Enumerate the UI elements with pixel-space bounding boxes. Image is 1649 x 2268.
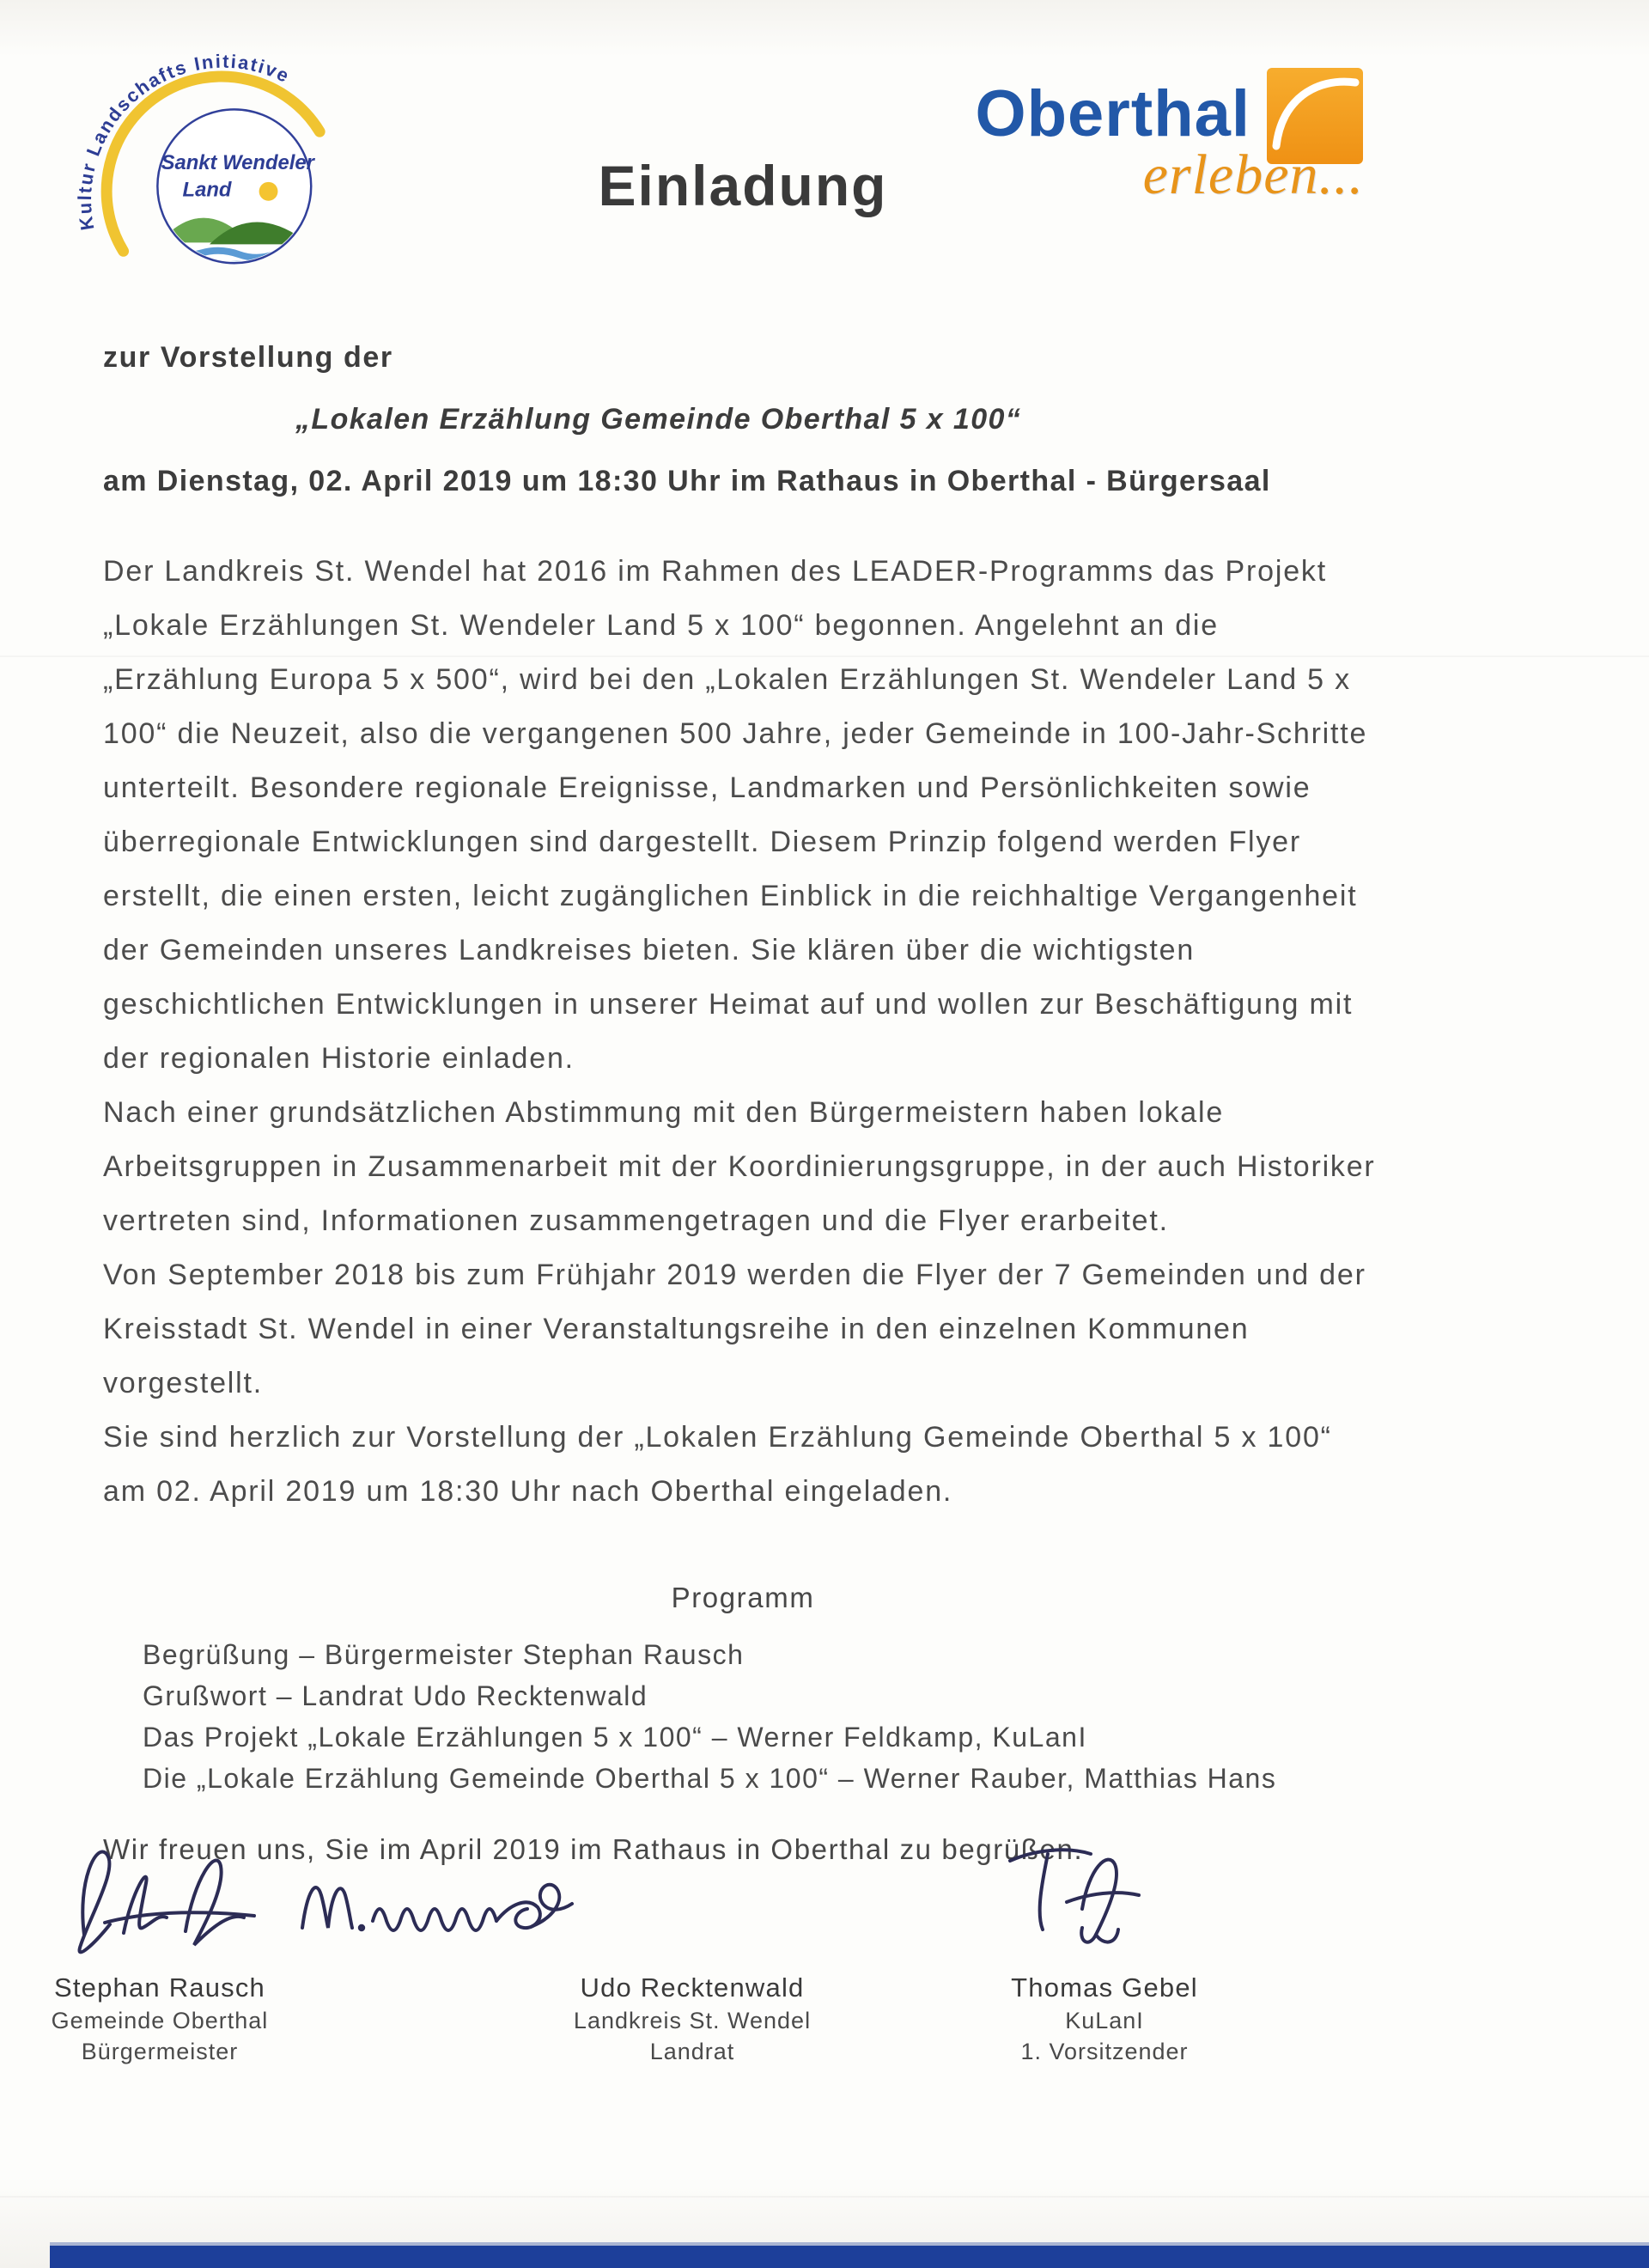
signature-name: Stephan Rausch	[53, 1972, 265, 2003]
program-item: Das Projekt „Lokale Erzählungen 5 x 100“ – Werner Feldkamp, KuLanI	[143, 1722, 1087, 1753]
body-paragraph: Von September 2018 bis zum Frühjahr 2019 werden die Flyer der 7 Gemeinden und der Kreisstadt St. Wendel in einer Veranstaltungsreihe in den einzelnen Kommunen vorgestellt.	[103, 1259, 1366, 1399]
scan-edge-strip	[50, 2246, 1649, 2268]
body-text	[103, 545, 1383, 1519]
fold-line	[0, 2196, 1649, 2198]
document-title: Einladung	[598, 154, 888, 217]
signature-role: Landrat	[649, 2039, 735, 2064]
signature-scrawl-icon	[55, 1832, 270, 1969]
program-list	[143, 1634, 1383, 1799]
signature-scrawl-icon	[289, 1852, 581, 1955]
signature-role: 1. Vorsitzender	[1020, 2039, 1189, 2064]
closing-line: Wir freuen uns, Sie im April 2019 im Rathaus in Oberthal zu begrüßen.	[103, 1833, 1084, 1865]
signature-block	[958, 1971, 1250, 2067]
program-item: Grußwort – Landrat Udo Recktenwald	[143, 1680, 648, 1711]
oberthal-logo-name: Oberthal	[975, 77, 1250, 150]
signature-name: Udo Recktenwald	[580, 1972, 805, 2003]
program-heading: Programm	[671, 1582, 815, 1613]
oberthal-logo-tagline: erleben...	[1142, 143, 1364, 206]
subject-line: „Lokalen Erzählung Gemeinde Oberthal 5 x 100“	[295, 403, 1022, 436]
body-paragraph: Der Landkreis St. Wendel hat 2016 im Rahmen des LEADER-Programms das Projekt „Lokale Erzählungen St. Wendeler Land 5 x 100“ begonnen. Angelehnt an die „Erzählung Europa 5 x 500“, wird bei den „Lokalen Erzählungen St. Wendeler Land 5 x 100“ die Neuzeit, also die vergangenen 500 Jahre, jeder Gemeinde in 100-Jahr-Schritte unterteilt. Besondere regionale Ereignisse, Landmarken und Persönlichkeiten sowie überregionale Entwicklungen sind dargestellt. Diesem Prinzip folgend werden Flyer erstellt, die einen ersten, leicht zugänglichen Einblick in die reichhaltige Vergangenheit der Gemeinden unseres Landkreises bieten. Sie klären über die wichtigsten geschichtlichen Entwicklungen in unserer Heimat auf und wollen zur Beschäftigung mit der regionalen Historie einladen.	[103, 555, 1368, 1075]
signature-block	[14, 1971, 306, 2067]
signature-scrawl-icon	[986, 1826, 1166, 1964]
program-item: Begrüßung – Bürgermeister Stephan Rausch	[143, 1639, 745, 1670]
program-item: Die „Lokale Erzählung Gemeinde Oberthal 5 x 100“ – Werner Rauber, Matthias Hans	[143, 1763, 1277, 1794]
signature-block	[546, 1971, 838, 2067]
body-paragraph: Sie sind herzlich zur Vorstellung der „Lokalen Erzählung Gemeinde Oberthal 5 x 100“ am 02. April 2019 um 18:30 Uhr nach Oberthal eingeladen.	[103, 1421, 1332, 1508]
kulani-name-line2: Land	[182, 178, 232, 202]
datetime-line: am Dienstag, 02. April 2019 um 18:30 Uhr im Rathaus in Oberthal - Bürgersaal	[103, 465, 1271, 497]
body-paragraph: Nach einer grundsätzlichen Abstimmung mit den Bürgermeistern haben lokale Arbeitsgruppen in Zusammenarbeit mit der Koordinierungsgruppe, in der auch Historiker vertreten sind, Informationen zusammengetragen und die Flyer erarbeitet.	[103, 1096, 1376, 1237]
water-icon	[190, 263, 257, 267]
signatures-section	[0, 1826, 1649, 2187]
letter-body	[103, 337, 1383, 1871]
signature-role: Bürgermeister	[81, 2039, 239, 2064]
signature-name: Thomas Gebel	[1011, 1972, 1198, 2003]
signature-org: KuLanI	[1065, 2008, 1144, 2033]
kulani-name-line1: Sankt Wendeler	[161, 150, 314, 174]
kulani-arc-text: Kultur Landschafts Initiative	[73, 50, 294, 232]
signature-org: Gemeinde Oberthal	[51, 2008, 269, 2033]
intro-line: zur Vorstellung der	[103, 341, 393, 374]
signature-org: Landkreis St. Wendel	[573, 2008, 812, 2033]
